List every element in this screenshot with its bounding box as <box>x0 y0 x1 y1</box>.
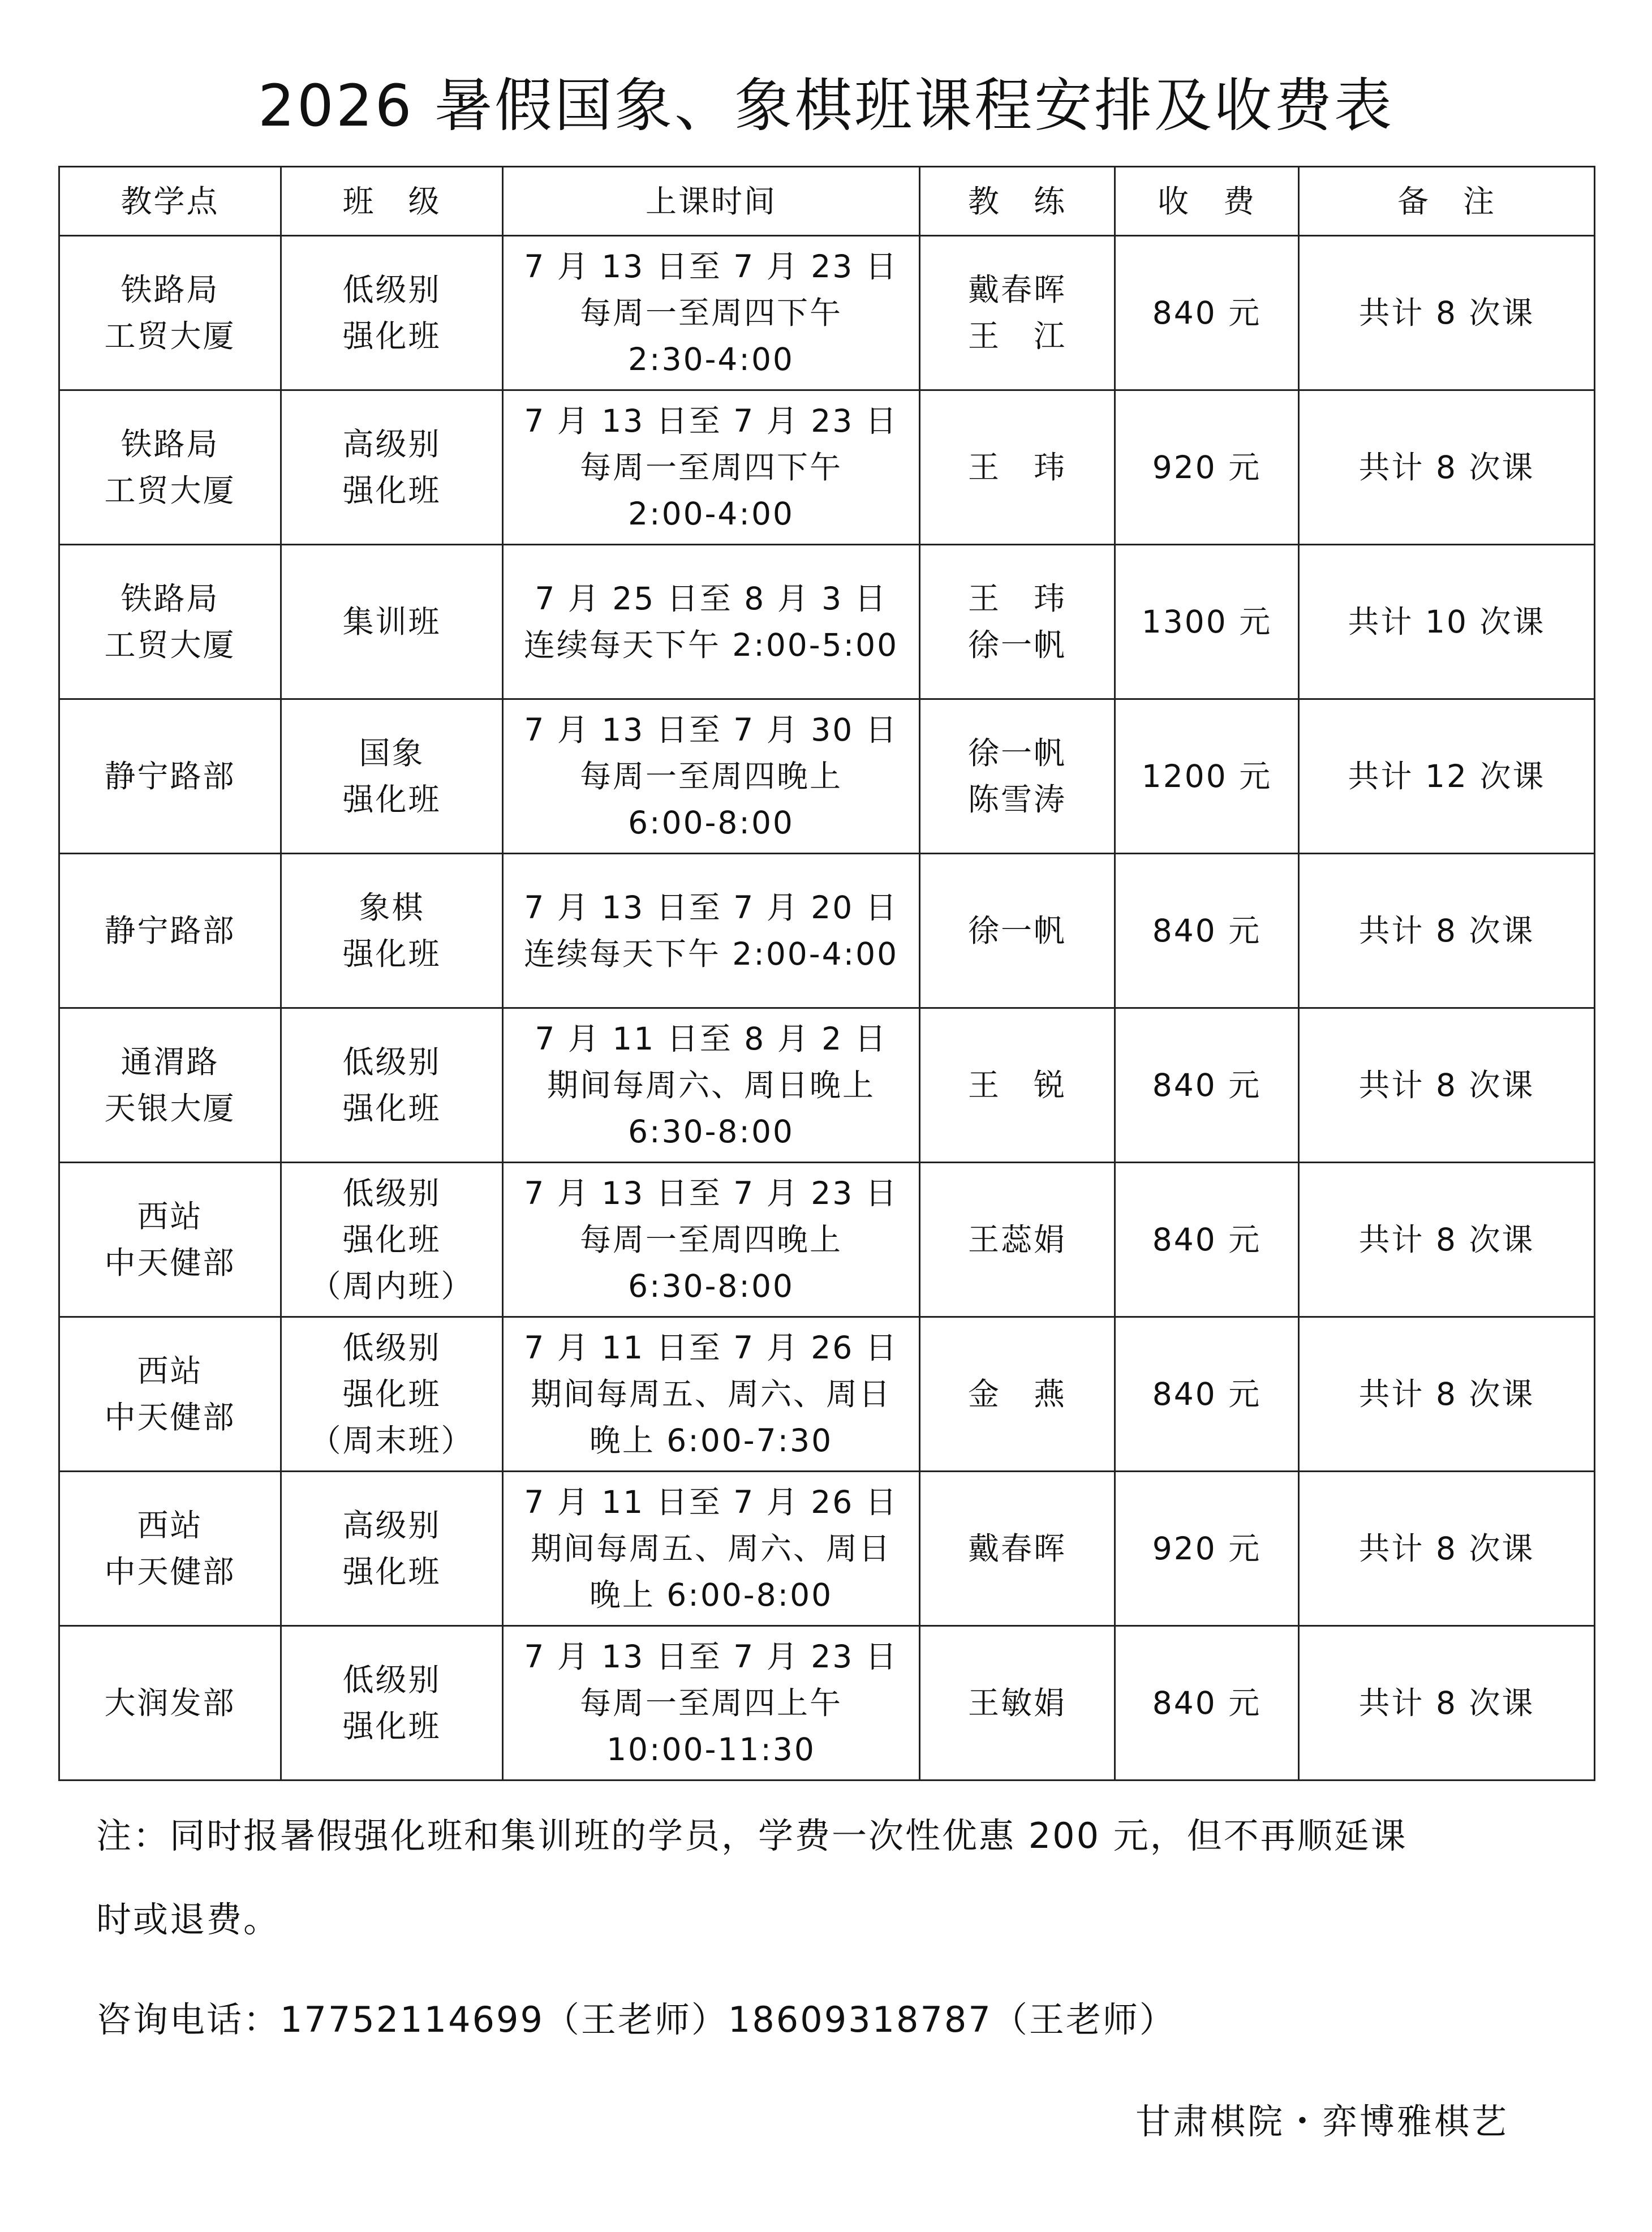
cell-time: 7 月 13 日至 7 月 23 日 每周一至周四下午 2:00-4:00 <box>503 390 920 545</box>
cell-class: 低级别 强化班 <box>281 1008 503 1163</box>
cell-fee: 920 元 <box>1115 390 1299 545</box>
cell-location: 铁路局 工贸大厦 <box>59 390 281 545</box>
organizer-signature: 甘肃棋院・弈博雅棋艺 <box>1135 2101 1509 2142</box>
table-row <box>59 699 1595 854</box>
cell-remark: 共计 8 次课 <box>1299 236 1595 390</box>
cell-coach: 王 锐 <box>920 1008 1115 1163</box>
table-row <box>59 1163 1595 1317</box>
cell-location: 西站 中天健部 <box>59 1472 281 1626</box>
cell-time: 7 月 13 日至 7 月 30 日 每周一至周四晚上 6:00-8:00 <box>503 699 920 854</box>
table-row <box>59 236 1595 390</box>
cell-class: 高级别 强化班 <box>281 1472 503 1626</box>
table-row <box>59 545 1595 699</box>
cell-coach: 王 玮 <box>920 390 1115 545</box>
cell-location: 铁路局 工贸大厦 <box>59 545 281 699</box>
cell-coach: 王 玮 徐一帆 <box>920 545 1115 699</box>
cell-time: 7 月 11 日至 7 月 26 日 期间每周五、周六、周日 晚上 6:00-7:30 <box>503 1317 920 1472</box>
cell-remark: 共计 8 次课 <box>1299 1317 1595 1472</box>
header-remark: 备 注 <box>1299 167 1595 236</box>
cell-remark: 共计 12 次课 <box>1299 699 1595 854</box>
header-coach: 教 练 <box>920 167 1115 236</box>
cell-remark: 共计 10 次课 <box>1299 545 1595 699</box>
table-row <box>59 1626 1595 1781</box>
header-class: 班 级 <box>281 167 503 236</box>
cell-location: 静宁路部 <box>59 854 281 1008</box>
table-row <box>59 1317 1595 1472</box>
cell-location: 大润发部 <box>59 1626 281 1781</box>
table-row <box>59 854 1595 1008</box>
cell-fee: 1300 元 <box>1115 545 1299 699</box>
schedule-table <box>58 166 1595 1781</box>
cell-remark: 共计 8 次课 <box>1299 390 1595 545</box>
cell-time: 7 月 13 日至 7 月 20 日 连续每天下午 2:00-4:00 <box>503 854 920 1008</box>
cell-fee: 840 元 <box>1115 1626 1299 1781</box>
cell-remark: 共计 8 次课 <box>1299 854 1595 1008</box>
cell-remark: 共计 8 次课 <box>1299 1472 1595 1626</box>
cell-class: 国象 强化班 <box>281 699 503 854</box>
cell-location: 西站 中天健部 <box>59 1317 281 1472</box>
cell-coach: 徐一帆 陈雪涛 <box>920 699 1115 854</box>
cell-fee: 840 元 <box>1115 236 1299 390</box>
cell-remark: 共计 8 次课 <box>1299 1008 1595 1163</box>
table-header-row <box>59 167 1595 236</box>
cell-location: 静宁路部 <box>59 699 281 854</box>
cell-fee: 840 元 <box>1115 1163 1299 1317</box>
cell-time: 7 月 13 日至 7 月 23 日 每周一至周四下午 2:30-4:00 <box>503 236 920 390</box>
cell-remark: 共计 8 次课 <box>1299 1626 1595 1781</box>
header-fee: 收 费 <box>1115 167 1299 236</box>
cell-time: 7 月 11 日至 7 月 26 日 期间每周五、周六、周日 晚上 6:00-8:00 <box>503 1472 920 1626</box>
cell-class: 集训班 <box>281 545 503 699</box>
contact-phone: 咨询电话：17752114699（王老师）18609318787（王老师） <box>96 1999 1176 2040</box>
cell-coach: 金 燕 <box>920 1317 1115 1472</box>
cell-time: 7 月 13 日至 7 月 23 日 每周一至周四上午 10:00-11:30 <box>503 1626 920 1781</box>
cell-location: 通渭路 天银大厦 <box>59 1008 281 1163</box>
cell-remark: 共计 8 次课 <box>1299 1163 1595 1317</box>
cell-fee: 1200 元 <box>1115 699 1299 854</box>
table-row <box>59 390 1595 545</box>
cell-class: 低级别 强化班 <box>281 236 503 390</box>
cell-fee: 840 元 <box>1115 1008 1299 1163</box>
table-row <box>59 1008 1595 1163</box>
cell-class: 象棋 强化班 <box>281 854 503 1008</box>
cell-class: 低级别 强化班 <box>281 1626 503 1781</box>
cell-time: 7 月 25 日至 8 月 3 日 连续每天下午 2:00-5:00 <box>503 545 920 699</box>
cell-time: 7 月 13 日至 7 月 23 日 每周一至周四晚上 6:30-8:00 <box>503 1163 920 1317</box>
cell-time: 7 月 11 日至 8 月 2 日 期间每周六、周日晚上 6:30-8:00 <box>503 1008 920 1163</box>
cell-class: 高级别 强化班 <box>281 390 503 545</box>
cell-coach: 戴春晖 <box>920 1472 1115 1626</box>
discount-note: 注：同时报暑假强化班和集训班的学员，学费一次性优惠 200 元，但不再顺延课 <box>96 1815 1408 1856</box>
discount-note-continued: 时或退费。 <box>96 1899 281 1940</box>
cell-fee: 920 元 <box>1115 1472 1299 1626</box>
page-title: 2026 暑假国象、象棋班课程安排及收费表 <box>257 72 1394 140</box>
header-time: 上课时间 <box>503 167 920 236</box>
cell-class: 低级别 强化班 （周内班） <box>281 1163 503 1317</box>
cell-location: 西站 中天健部 <box>59 1163 281 1317</box>
cell-coach: 徐一帆 <box>920 854 1115 1008</box>
header-location: 教学点 <box>59 167 281 236</box>
cell-coach: 戴春晖 王 江 <box>920 236 1115 390</box>
cell-location: 铁路局 工贸大厦 <box>59 236 281 390</box>
cell-fee: 840 元 <box>1115 1317 1299 1472</box>
cell-coach: 王敏娟 <box>920 1626 1115 1781</box>
cell-class: 低级别 强化班 （周末班） <box>281 1317 503 1472</box>
cell-fee: 840 元 <box>1115 854 1299 1008</box>
cell-coach: 王蕊娟 <box>920 1163 1115 1317</box>
table-row <box>59 1472 1595 1626</box>
